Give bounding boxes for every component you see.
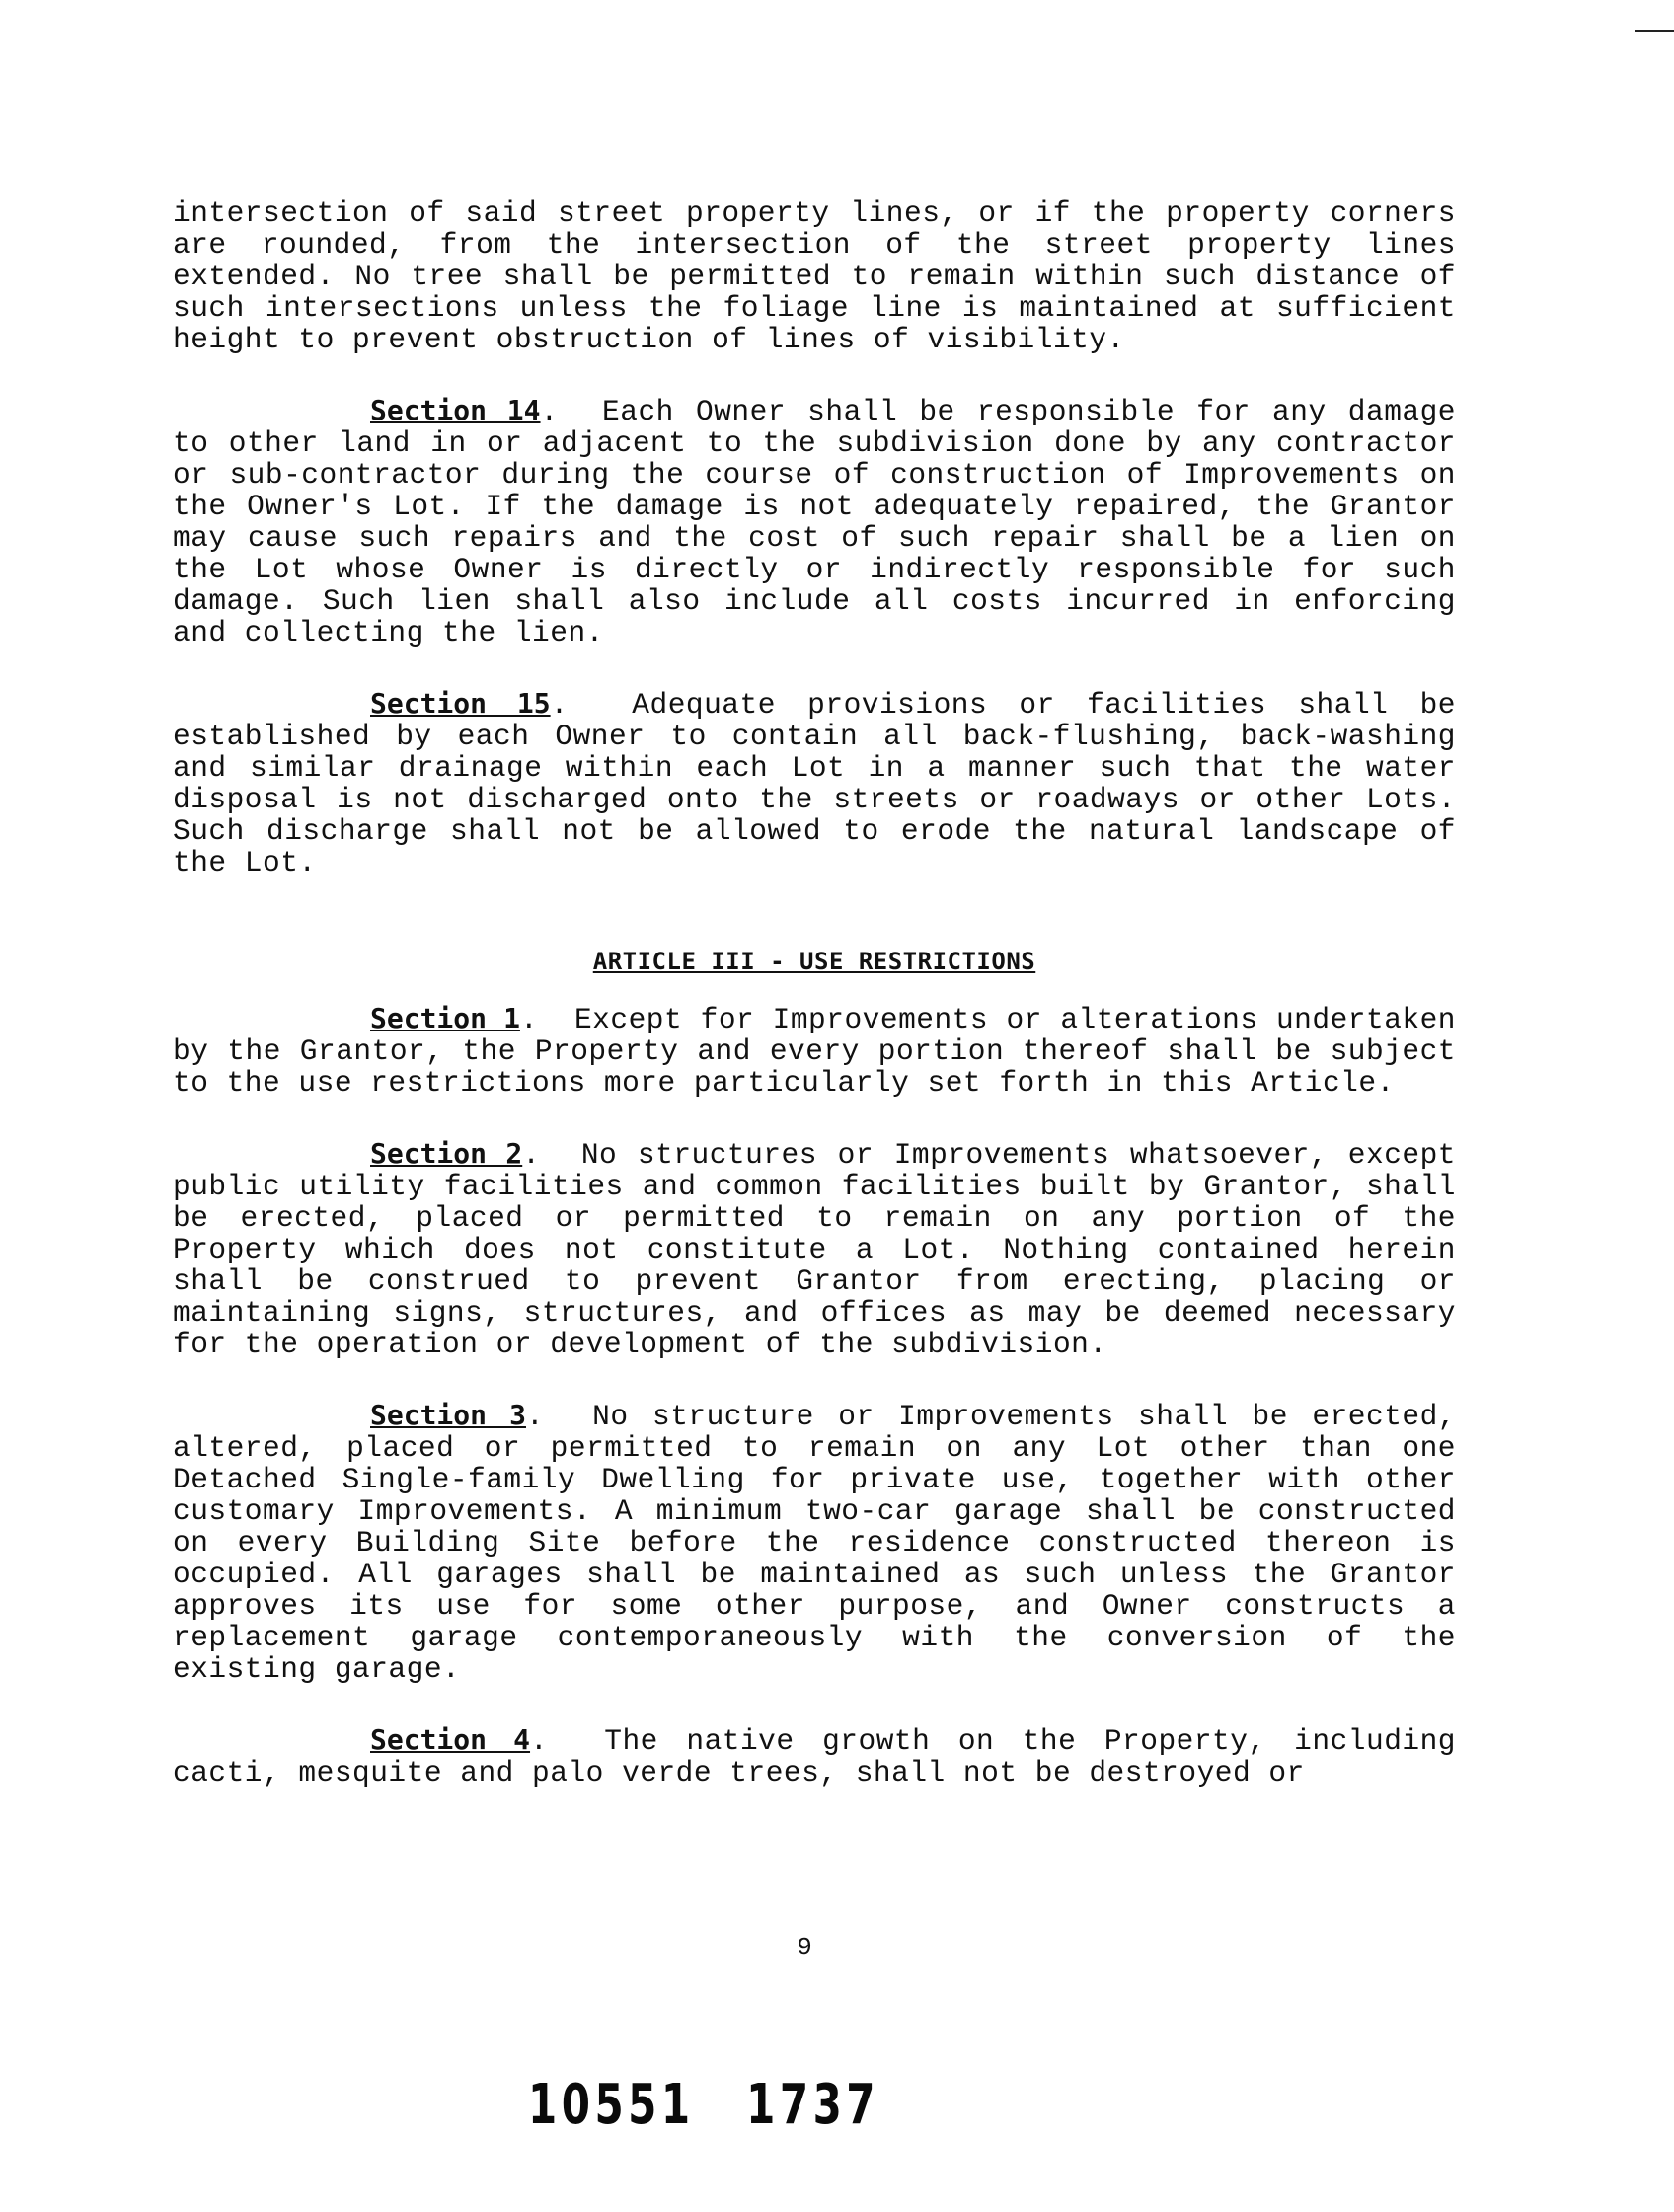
- article3-section-3-paragraph: Section 3. No structure or Improvements shall be erected, altered, placed or permitted to remain on any Lot other than one Detached Single-family Dwelling for private use, together with other customary Improvements. A minimum two-car garage shall be constructed on every Building Site before the residence constructed thereon is occupied. All garages shall be maintained as such unless the Grantor approves its use for some other purpose, and Owner constructs a replacement garage contemporaneously with the conversion of the existing garage.: [173, 1399, 1457, 1686]
- article-heading: ARTICLE III - USE RESTRICTIONS: [592, 948, 1036, 975]
- article3-section-3-text: No structure or Improvements shall be erected, altered, placed or permitted to remain on any Lot other than one Detached Single-family Dwelling for private use, together with other customary Improvements. A minimum two-car garage shall be constructed on every Building Site before the residence constructed thereon is occupied. All garages shall be maintained as such unless the Grantor approves its use for some other purpose, and Owner constructs a replacement garage contemporaneously with the conversion of the existing garage.: [173, 1400, 1457, 1686]
- recording-page-number: 1737: [746, 2073, 880, 2137]
- article3-section-2-paragraph: Section 2. No structures or Improvements whatsoever, except public utility facilities and common facilities built by Grantor, shall be erected, placed or permitted to remain on any portion of the Property which does not constitute a Lot. Nothing contained herein shall be construed to prevent Grantor from erecting, placing or maintaining signs, structures, and offices as may be deemed necessary for the operation or development of the subdivision.: [173, 1137, 1457, 1361]
- opening-paragraph: intersection of said street property lines, or if the property corners are rounded, from the intersection of the street property lines extended. No tree shall be permitted to remain within such distance of such intersections unless the foliage line is maintained at sufficient height to prevent obstruction of lines of visibility.: [173, 196, 1456, 356]
- article3-section-4-label: Section 4: [370, 1723, 531, 1756]
- article3-section-2-label: Section 2: [370, 1137, 523, 1170]
- document-page: [173, 197, 1456, 1828]
- article3-section-3-label: Section 3: [370, 1399, 526, 1431]
- section-15-text: Adequate provisions or facilities shall be established by each Owner to contain all back-flushing, back-washing and similar drainage within each Lot in a manner such that the water disposal is not discharged onto the streets or roadways or other Lots. Such discharge shall not be allowed to erode the natural landscape of the Lot.: [173, 688, 1456, 879]
- recording-stamp: [528, 2073, 879, 2137]
- section-14-label: Section 14: [370, 394, 541, 426]
- recording-book-number: 10551: [528, 2073, 695, 2137]
- section-14-text: Each Owner shall be responsible for any damage to other land in or adjacent to the subdivision done by any contractor or sub-contractor during the course of construction of Improvements on the Owner's Lot. If the damage is not adequately repaired, the Grantor may cause such repairs and the cost of such repair shall be a lien on the Lot whose Owner is directly or indirectly responsible for such damage. Such lien shall also include all costs incurred in enforcing and collecting the lien.: [173, 395, 1457, 649]
- page-number: 9: [797, 1933, 812, 1962]
- section-15-paragraph: Section 15. Adequate provisions or facilities shall be established by each Owner to contain all back-flushing, back-washing and similar drainage within each Lot in a manner such that the water disposal is not discharged onto the streets or roadways or other Lots. Such discharge shall not be allowed to erode the natural landscape of the Lot.: [173, 687, 1456, 879]
- article3-section-1-label: Section 1: [370, 1002, 520, 1034]
- article3-section-1-paragraph: Section 1. Except for Improvements or alterations undertaken by the Grantor, the Property and every portion thereof shall be subject to the use restrictions more particularly set forth in this Article.: [173, 1002, 1456, 1100]
- article3-section-4-text: The native growth on the Property, including cacti, mesquite and palo verde trees, shall not be destroyed or: [173, 1724, 1456, 1790]
- section-14-paragraph: Section 14. Each Owner shall be responsible for any damage to other land in or adjacent to the subdivision done by any contractor or sub-contractor during the course of construction of Improvements on the Owner's Lot. If the damage is not adequately repaired, the Grantor may cause such repairs and the cost of such repair shall be a lien on the Lot whose Owner is directly or indirectly responsible for such damage. Such lien shall also include all costs incurred in enforcing and collecting the lien.: [173, 394, 1457, 649]
- article3-section-4-paragraph: Section 4. The native growth on the Property, including cacti, mesquite and palo verde trees, shall not be destroyed or: [173, 1723, 1456, 1790]
- corner-mark: [1635, 30, 1674, 32]
- article3-section-2-text: No structures or Improvements whatsoever, except public utility facilities and common facilities built by Grantor, shall be erected, placed or permitted to remain on any portion of the Property which does not constitute a Lot. Nothing contained herein shall be construed to prevent Grantor from erecting, placing or maintaining signs, structures, and offices as may be deemed necessary for the operation or development of the subdivision.: [173, 1138, 1457, 1361]
- section-15-label: Section 15: [370, 687, 551, 720]
- article3-section-1-text: Except for Improvements or alterations undertaken by the Grantor, the Property and every portion thereof shall be subject to the use restrictions more particularly set forth in this Article.: [173, 1003, 1456, 1100]
